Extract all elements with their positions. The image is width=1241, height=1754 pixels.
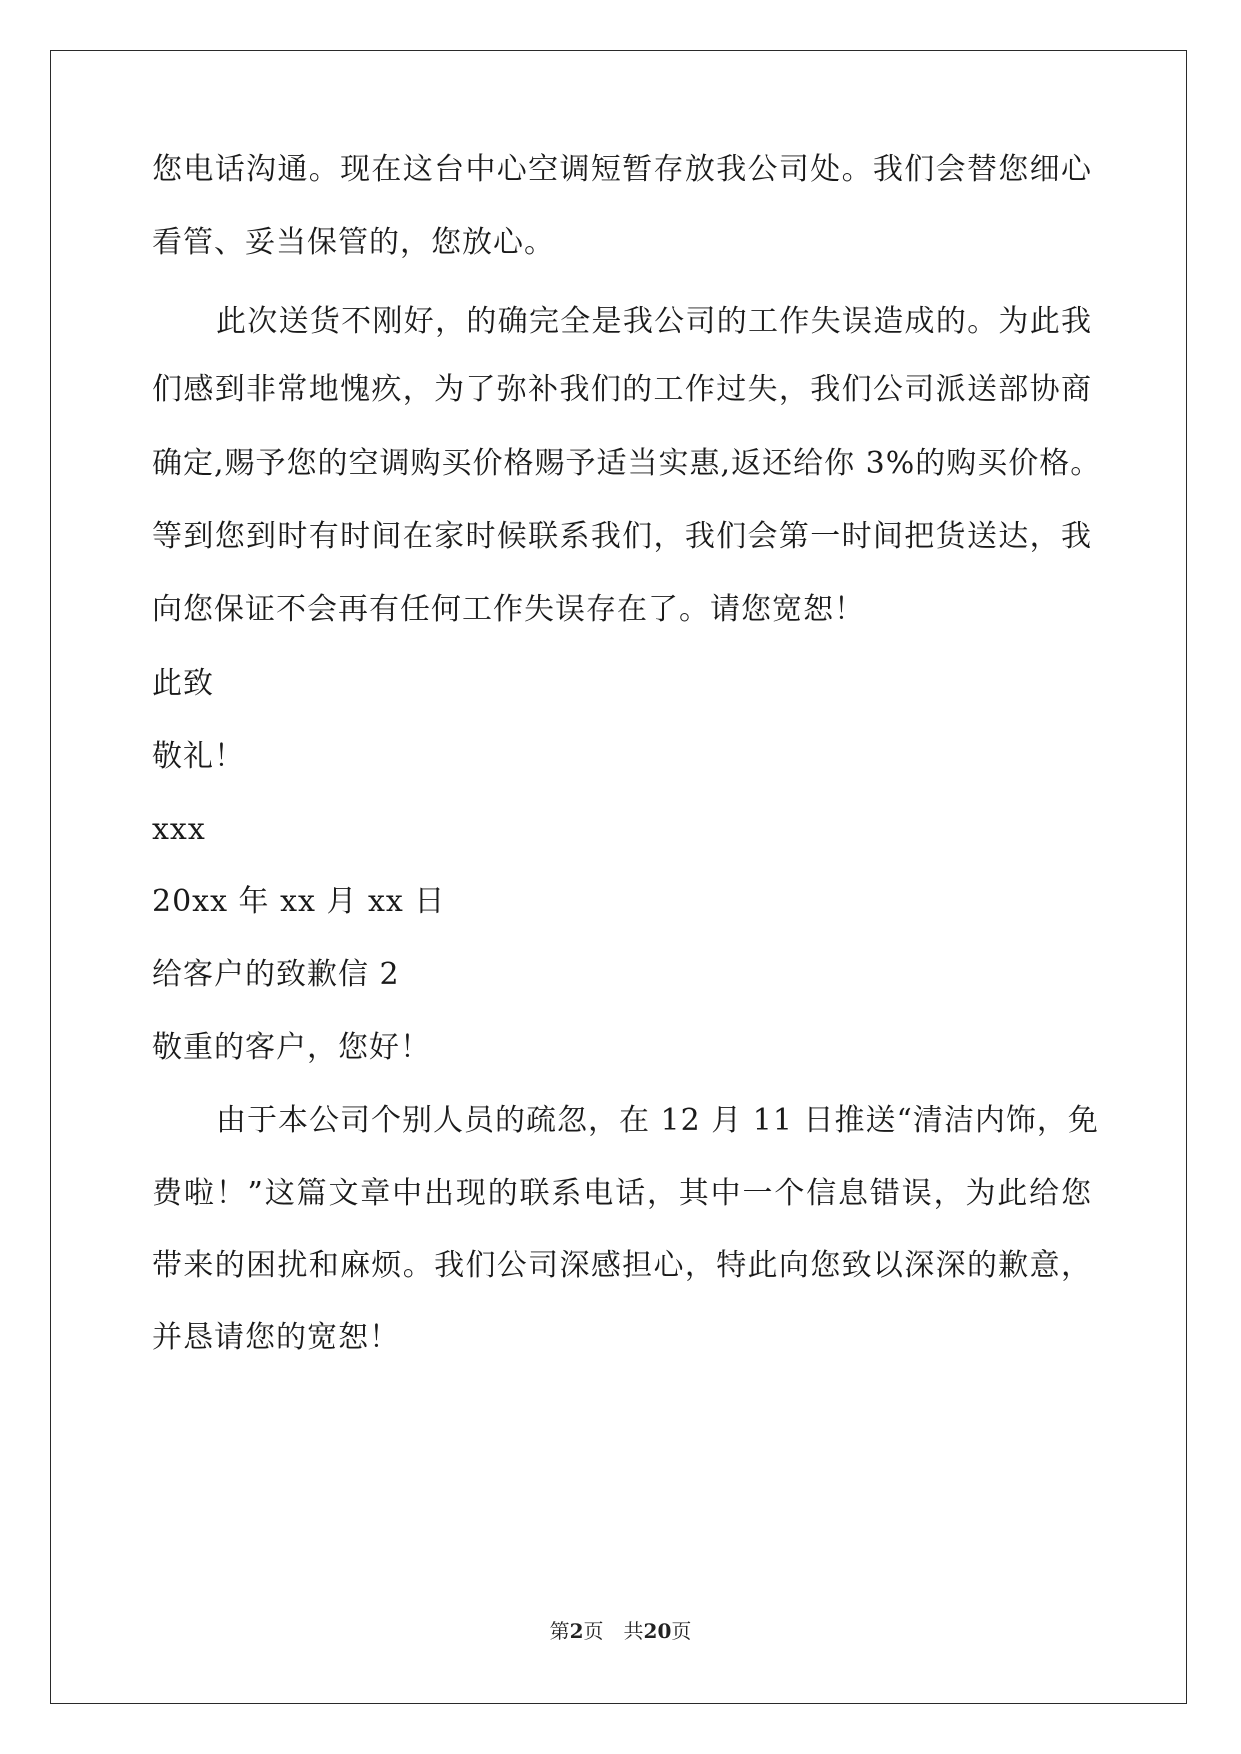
closing-regards: 敬礼！ bbox=[152, 739, 245, 774]
footer-page-prefix: 第 bbox=[549, 1619, 570, 1643]
body-line-9: 费啦！”这篇文章中出现的联系电话，其中一个信息错误，为此给您 bbox=[152, 1176, 1092, 1211]
body-line-6: 等到您到时有时间在家时候联系我们，我们会第一时间把货送达，我 bbox=[152, 519, 1092, 554]
footer-page-total: 20 bbox=[643, 1619, 672, 1643]
signature-date: 20xx 年 xx 月 xx 日 bbox=[152, 884, 446, 919]
body-line-11: 并恳请您的宽恕！ bbox=[152, 1320, 400, 1355]
body-line-8: 由于本公司个别人员的疏忽，在 12 月 11 日推送“清洁内饰，免 bbox=[216, 1103, 1099, 1138]
footer-page-unit: 页 bbox=[583, 1619, 604, 1643]
body-line-7: 向您保证不会再有任何工作失误存在了。请您宽恕！ bbox=[152, 592, 865, 627]
body-line-3: 此次送货不刚好，的确完全是我公司的工作失误造成的。为此我 bbox=[216, 304, 1092, 339]
signature-name: xxx bbox=[152, 812, 206, 847]
body-line-10: 带来的困扰和麻烦。我们公司深感担心，特此向您致以深深的歉意， bbox=[152, 1248, 1092, 1283]
footer-total-unit: 页 bbox=[671, 1619, 692, 1643]
page-border bbox=[50, 50, 1187, 1704]
closing-salutation: 此致 bbox=[152, 666, 214, 701]
body-line-2: 看管、妥当保管的，您放心。 bbox=[152, 225, 555, 260]
body-line-4: 们感到非常地愧疚，为了弥补我们的工作过失，我们公司派送部协商 bbox=[152, 372, 1092, 407]
section-title: 给客户的致歉信 2 bbox=[152, 957, 400, 992]
footer-page-current: 2 bbox=[569, 1619, 584, 1643]
body-line-5: 确定,赐予您的空调购买价格赐予适当实惠,返还给你 3%的购买价格。 bbox=[152, 446, 1102, 481]
footer-total-prefix: 共 bbox=[623, 1619, 644, 1643]
body-line-1: 您电话沟通。现在这台中心空调短暂存放我公司处。我们会替您细心 bbox=[152, 152, 1092, 187]
page-footer bbox=[0, 1618, 1241, 1644]
greeting: 敬重的客户，您好！ bbox=[152, 1030, 431, 1065]
